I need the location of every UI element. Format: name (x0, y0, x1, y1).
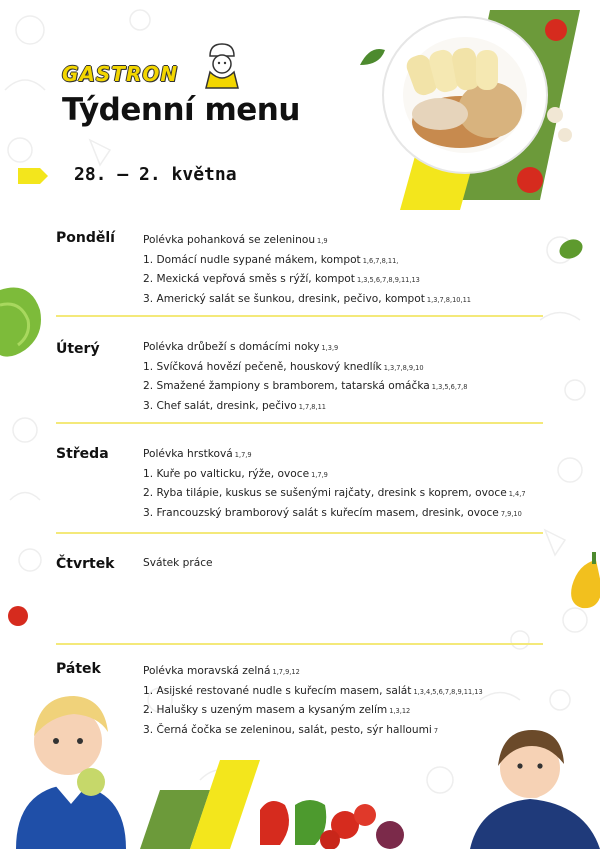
allergen-codes: 1,3,9 (321, 344, 339, 352)
menu-line: 1. Asijské restované nudle s kuřecím masem, salát 1,3,4,5,6,7,8,9,11,13 (143, 684, 483, 697)
allergen-codes: 7 (433, 726, 439, 735)
allergen-codes: 1,7,8,11 (298, 402, 326, 411)
child-eating-apple-left (6, 686, 136, 849)
allergen-codes: 1,4,7 (508, 490, 526, 498)
allergen-codes: 1,6,7,8,11, (362, 256, 399, 265)
allergen-codes: 1,3,5,6,7,8,9,11,13 (356, 276, 420, 284)
menu-line: 3. Chef salát, dresink, pečivo 1,7,8,11 (143, 399, 326, 412)
lettuce-icon (0, 280, 44, 360)
menu-line: 3. Francouzský bramborový salát s kuřecím masem, dresink, ovoce 7,9,10 (143, 506, 522, 519)
allergen-codes: 1,3,12 (389, 707, 411, 715)
menu-line: Polévka pohanková se zeleninou 1,9 (143, 234, 328, 246)
day-menu-items (143, 231, 573, 309)
divider (56, 643, 543, 645)
page-title: Týdenní menu (62, 92, 300, 128)
menu-line: 2. Mexická vepřová směs s rýží, kompot 1,3,5,6,7,8,9,11,13 (143, 273, 420, 285)
allergen-codes: 1,7,9 (234, 451, 252, 459)
day-menu-items (143, 445, 573, 523)
menu-line: 3. Americký salát se šunkou, dresink, pečivo, kompot 1,3,7,8,10,11 (143, 292, 471, 305)
menu-line: 2. Ryba tilápie, kuskus se sušenými rajčaty, dresink s koprem, ovoce 1,4,7 (143, 487, 526, 499)
menu-line: 1. Kuře po valticku, rýže, ovoce 1,7,9 (143, 467, 328, 480)
menu-line: 3. Černá čočka se zeleninou, salát, pesto, sýr halloumi 7 (143, 723, 439, 736)
day-name: Pondělí (56, 230, 115, 246)
divider (56, 422, 543, 424)
menu-line: Polévka moravská zelná 1,7,9,12 (143, 665, 300, 677)
day-menu-items (143, 554, 573, 573)
day-name: Středa (56, 446, 109, 462)
divider (56, 315, 543, 317)
bean-icon (556, 236, 586, 262)
allergen-codes: 1,9 (317, 237, 328, 245)
allergen-codes: 7,9,10 (500, 509, 522, 518)
divider (56, 532, 543, 534)
allergen-codes: 1,7,9,12 (272, 668, 300, 676)
day-name: Čtvrtek (56, 556, 115, 572)
bottom-vegetables (130, 760, 470, 849)
pepper-icon (566, 552, 600, 612)
food-photo (340, 10, 600, 210)
tomato-icon (6, 604, 30, 628)
menu-line: 1. Svíčková hovězí pečeně, houskový knedlík 1,3,7,8,9,10 (143, 360, 424, 373)
day-name: Úterý (56, 341, 100, 357)
date-range: 28. – 2. května (74, 164, 237, 185)
menu-line: Polévka drůbeží s domácími noky 1,3,9 (143, 341, 339, 353)
menu-line: Svátek práce (143, 557, 213, 569)
menu-line: 2. Halušky s uzeným masem a kysaným zelím 1,3,12 (143, 704, 411, 716)
day-name: Pátek (56, 661, 101, 677)
allergen-codes: 1,7,9 (311, 470, 328, 479)
menu-line: Polévka hrstková 1,7,9 (143, 448, 252, 460)
allergen-codes: 1,3,7,8,10,11 (426, 295, 471, 304)
day-menu-items (143, 338, 573, 416)
chef-mascot-icon (200, 42, 244, 90)
brand-logo: GASTRON (62, 62, 179, 86)
menu-line: 1. Domácí nudle sypané mákem, kompot 1,6,7,8,11, (143, 253, 399, 266)
allergen-codes: 1,3,4,5,6,7,8,9,11,13 (413, 687, 483, 696)
child-eating-right (470, 726, 600, 849)
arrow-tag-icon (18, 168, 48, 184)
allergen-codes: 1,3,7,8,9,10 (383, 363, 424, 372)
allergen-codes: 1,3,5,6,7,8 (431, 383, 468, 391)
menu-line: 2. Smažené žampiony s bramborem, tatarská omáčka 1,3,5,6,7,8 (143, 380, 468, 392)
